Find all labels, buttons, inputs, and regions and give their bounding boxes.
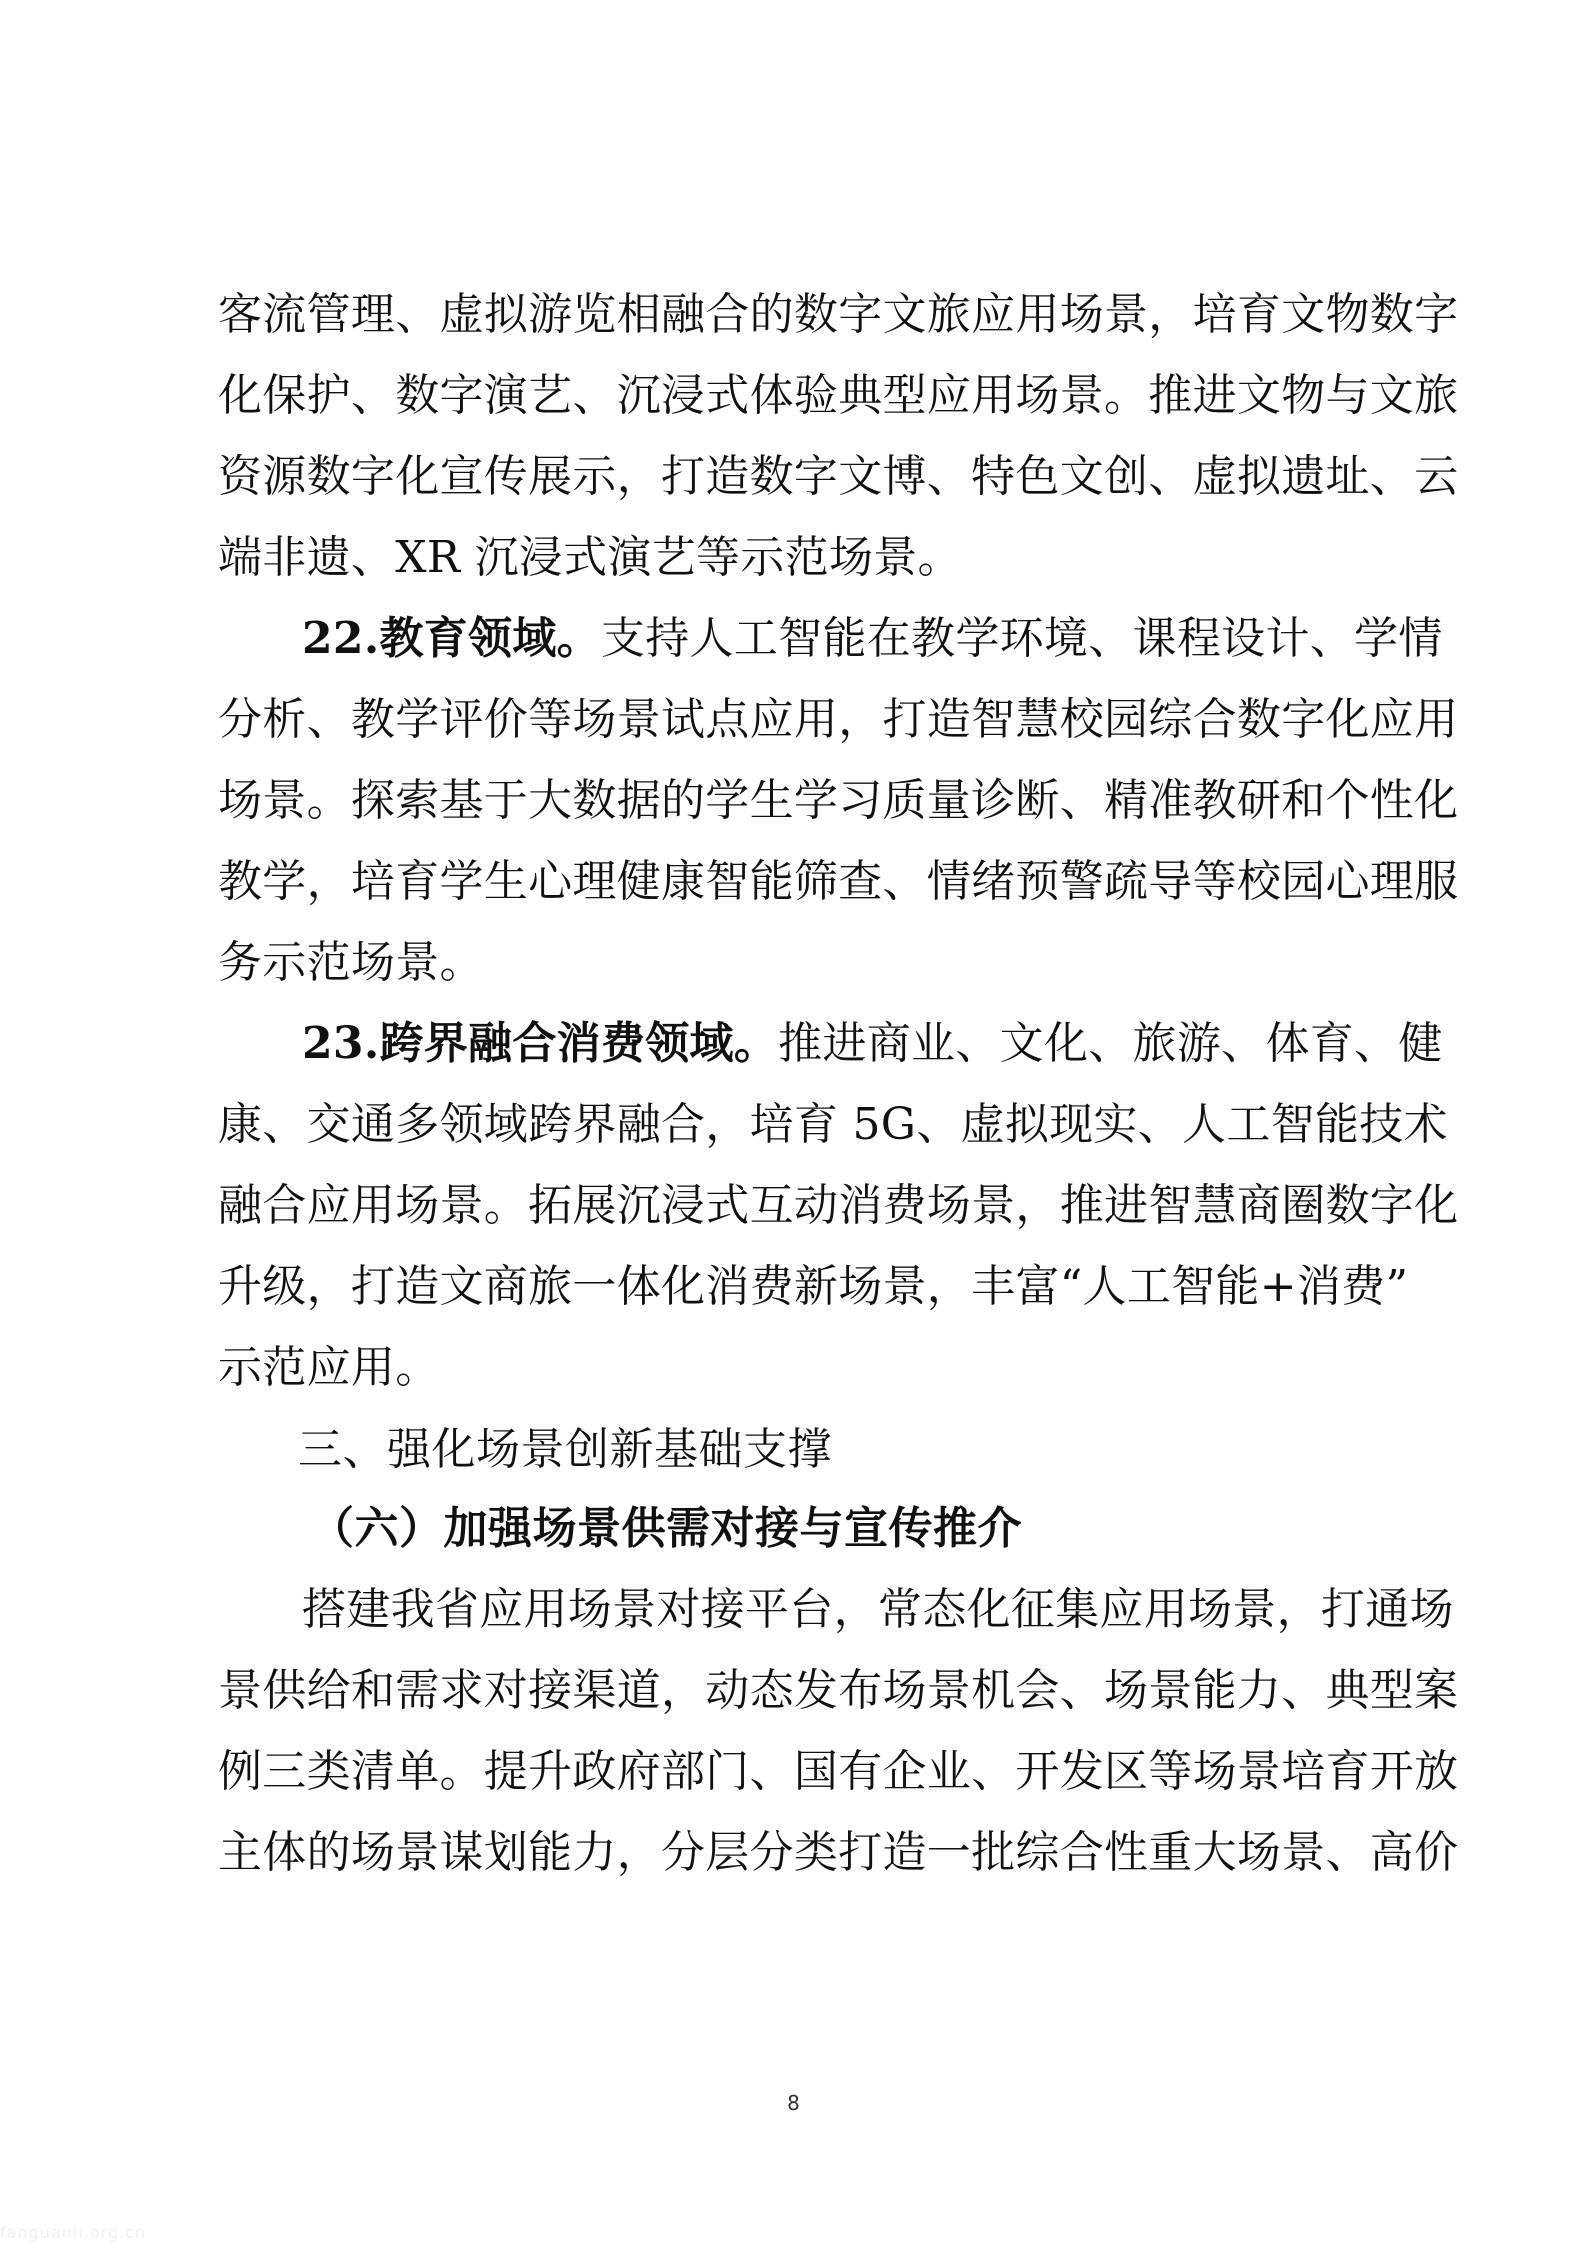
paragraph-2-line-5: 务示范场景。 <box>218 937 484 988</box>
paragraph-3-line-2: 康、交通多领域跨界融合，培育 5G、虚拟现实、人工智能技术 <box>218 1099 1448 1150</box>
paragraph-4-line-1: 搭建我省应用场景对接平台，常态化征集应用场景，打通场 <box>302 1584 1454 1635</box>
page-number: 8 <box>787 2091 800 2115</box>
watermark-text: fanguanli.org.cn <box>0 2223 147 2242</box>
paragraph-4-line-3: 例三类清单。提升政府部门、国有企业、开发区等场景培育开放 <box>218 1746 1459 1797</box>
paragraph-3-line-4: 升级，打造文商旅一体化消费新场景，丰富“人工智能+消费” <box>218 1261 1409 1312</box>
paragraph-4-line-4: 主体的场景谋划能力，分层分类打造一批综合性重大场景、高价 <box>218 1827 1459 1878</box>
paragraph-4-line-2: 景供给和需求对接渠道，动态发布场景机会、场景能力、典型案 <box>218 1665 1459 1716</box>
paragraph-2-line-4: 教学，培育学生心理健康智能筛查、情绪预警疏导等校园心理服 <box>218 856 1459 907</box>
paragraph-3-line-5: 示范应用。 <box>218 1342 440 1393</box>
paragraph-3-lead: 23.跨界融合消费领域。 <box>302 1018 779 1069</box>
paragraph-3-first-text: 推进商业、文化、旅游、体育、健 <box>778 1018 1443 1069</box>
paragraph-2-line-1 <box>302 613 1443 664</box>
paragraph-2-first-text: 支持人工智能在教学环境、课程设计、学情 <box>600 613 1443 664</box>
paragraph-1-line-4: 端非遗、XR 沉浸式演艺等示范场景。 <box>218 532 962 583</box>
section-heading: 三、强化场景创新基础支撑 <box>298 1424 832 1475</box>
paragraph-2-line-2: 分析、教学评价等场景试点应用，打造智慧校园综合数字化应用 <box>218 694 1459 745</box>
paragraph-3-line-3: 融合应用场景。拓展沉浸式互动消费场景，推进智慧商圈数字化 <box>218 1180 1459 1231</box>
paragraph-3-line-1 <box>302 1018 1443 1069</box>
paragraph-1-line-1: 客流管理、虚拟游览相融合的数字文旅应用场景，培育文物数字 <box>218 289 1459 340</box>
paragraph-2-lead: 22.教育领域。 <box>302 613 601 664</box>
paragraph-1-line-2: 化保护、数字演艺、沉浸式体验典型应用场景。推进文物与文旅 <box>218 370 1459 421</box>
paragraph-1-line-3: 资源数字化宣传展示，打造数字文博、特色文创、虚拟遗址、云 <box>218 451 1459 502</box>
paragraph-2-line-3: 场景。探索基于大数据的学生学习质量诊断、精准教研和个性化 <box>218 775 1459 826</box>
subsection-heading: （六）加强场景供需对接与宣传推介 <box>310 1503 1022 1554</box>
